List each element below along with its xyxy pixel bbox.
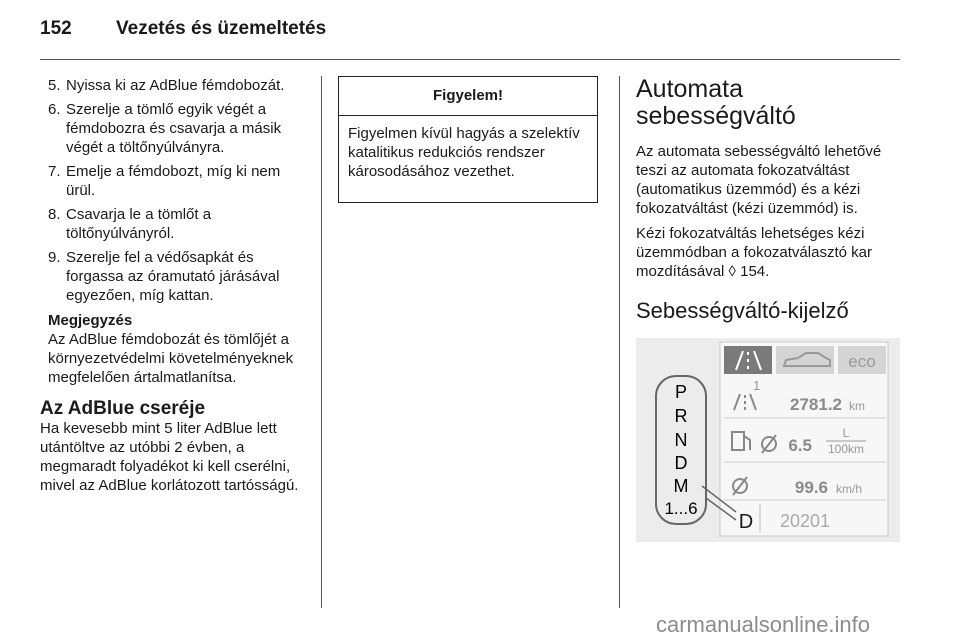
average-speed: 99.6	[794, 478, 828, 497]
left-column	[40, 76, 308, 495]
header-rule	[40, 59, 900, 60]
chapter-title: Vezetés és üzemeltetés	[116, 18, 327, 39]
section-heading: Automata sebességváltó	[636, 75, 796, 130]
gear-r: R	[674, 406, 688, 426]
warning-title: Figyelem!	[339, 77, 597, 116]
note-title: Megjegyzés	[48, 312, 133, 329]
watermark: carmanualsonline.info	[656, 612, 871, 637]
trip-distance: 2781.2	[790, 395, 842, 414]
right-column	[636, 76, 902, 336]
page-number: 152	[40, 18, 72, 39]
step-list	[40, 76, 308, 305]
warning-box	[338, 76, 598, 203]
fuel-unit-bottom: 100km	[827, 442, 865, 456]
list-item: 6. Szerelje a tömlő egyik végét a fémdobozra és csavarja a másik végét a töltőnyúlványra.	[48, 101, 282, 156]
column-divider-1	[321, 76, 322, 608]
fuel-unit-top: L	[842, 426, 850, 440]
note-text: Az AdBlue fémdobozát és tömlőjét a környezetvédelmi követelményeknek megfelelően ártalmatlanítsa.	[48, 331, 294, 386]
section-title: Az AdBlue cseréje	[40, 398, 206, 419]
list-item: 5. Nyissa ki az AdBlue fémdobozát.	[48, 77, 285, 94]
eco-label: eco	[848, 352, 876, 371]
tab-car	[776, 346, 834, 374]
list-item: 7. Emelje a fémdobozt, míg ki nem ürül.	[48, 163, 281, 199]
paragraph: Kézi fokozatváltás lehetséges kézi üzemmódban a fokozatválasztó kar mozdításával ◊ 154.	[636, 225, 872, 280]
display-svg	[636, 338, 900, 542]
gear-display-illustration	[636, 338, 900, 542]
list-item: 8. Csavarja le a tömlőt a töltőnyúlványról.	[48, 206, 212, 242]
current-gear: D	[738, 511, 754, 533]
speed-unit: km/h	[836, 482, 863, 496]
gear-range: 1...6	[664, 499, 698, 518]
gear-p: P	[674, 382, 688, 402]
fuel-consumption: 6.5	[788, 436, 812, 455]
column-divider-2	[619, 76, 620, 608]
warning-text: Figyelmen kívül hagyás a szelektív katalitikus redukciós rendszer károsodásához vezethet.	[348, 125, 580, 180]
gear-n: N	[674, 430, 688, 450]
gear-m: M	[673, 476, 689, 496]
subsection-heading: Sebességváltó-kijelző	[636, 298, 849, 323]
section-text: Ha kevesebb mint 5 liter AdBlue lett utántöltve az utóbbi 2 évben, a megmaradt folyadékot ki kell cserélni, mivel az AdBlue korlátozott tartósságú.	[40, 420, 299, 494]
list-item: 9. Szerelje fel a védősapkát és forgassa az óramutató járásával egyezően, míg kattan.	[48, 249, 280, 304]
odometer: 20201	[780, 511, 831, 531]
gear-d: D	[674, 453, 688, 473]
trip-number: 1	[753, 378, 761, 393]
trip-unit: km	[849, 399, 865, 413]
paragraph: Az automata sebességváltó lehetővé teszi az automata fokozatváltást (automatikus üzemmód) és a kézi fokozatváltást (kézi üzemmód) is.	[636, 143, 882, 217]
page-header	[40, 18, 326, 40]
